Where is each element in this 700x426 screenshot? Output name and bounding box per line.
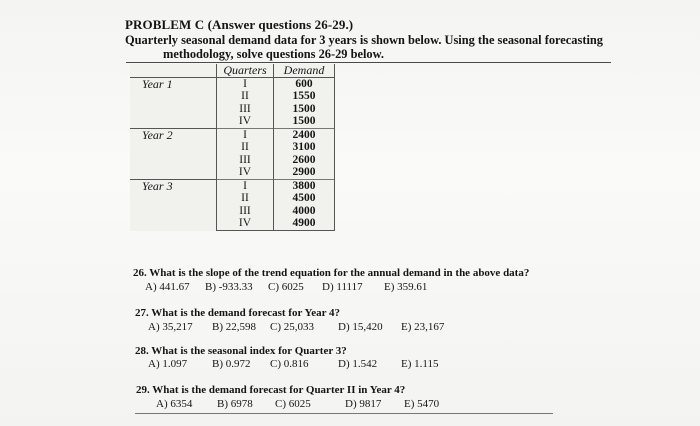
year-label: Year 3 [130, 179, 217, 230]
year-label: Year 1 [130, 77, 217, 128]
answer-option: E) 1.115 [401, 358, 439, 370]
quarter-cell: I [217, 128, 274, 141]
answer-option: C) 6025 [268, 281, 304, 293]
table-body [130, 77, 335, 230]
demand-cell: 2600 [274, 154, 335, 167]
table-row [130, 179, 335, 192]
quarter-cell: IV [217, 217, 274, 230]
question-text: 26. What is the slope of the trend equation for the annual demand in the above data? [133, 267, 530, 279]
demand-cell: 2400 [274, 128, 335, 141]
answer-option: C) 0.816 [270, 358, 309, 370]
quarter-cell: I [217, 77, 274, 90]
answer-option: E) 23,167 [401, 321, 445, 333]
answer-option: D) 1.542 [338, 358, 378, 370]
demand-cell: 4500 [274, 192, 335, 205]
quarter-cell: II [217, 192, 274, 205]
quarter-cell: I [217, 179, 274, 192]
answer-option: A) 6354 [156, 398, 193, 410]
demand-cell: 1500 [274, 103, 335, 116]
answer-option: D) 9817 [345, 398, 382, 410]
bottom-rule [135, 413, 553, 414]
demand-cell: 4900 [274, 217, 335, 230]
quarter-cell: II [217, 141, 274, 154]
answer-option: D) 11117 [322, 281, 363, 293]
demand-cell: 3800 [274, 179, 335, 192]
year-label: Year 2 [130, 128, 217, 179]
problem-intro-line-2: methodology, solve questions 26-29 below. [163, 47, 384, 61]
problem-intro-line-1: Quarterly seasonal demand data for 3 years is shown below. Using the seasonal forecasting [125, 33, 603, 47]
answer-option: A) 35,217 [148, 321, 193, 333]
question-text: 28. What is the seasonal index for Quarter 3? [135, 345, 347, 357]
header-rule [126, 62, 611, 63]
answer-option: B) -933.33 [205, 281, 253, 293]
answer-option: C) 25,033 [270, 321, 314, 333]
quarter-cell: IV [217, 115, 274, 128]
answer-option: A) 441.67 [145, 281, 190, 293]
demand-cell: 4000 [274, 205, 335, 218]
table-row [130, 128, 335, 141]
demand-table [130, 64, 335, 231]
question-text: 29. What is the demand forecast for Quarter II in Year 4? [136, 384, 406, 396]
problem-title: PROBLEM C (Answer questions 26-29.) [125, 17, 354, 32]
answer-option: E) 5470 [404, 398, 440, 410]
demand-cell: 1500 [274, 115, 335, 128]
quarter-cell: II [217, 90, 274, 103]
question-text: 27. What is the demand forecast for Year 4? [135, 307, 341, 319]
answer-option: B) 6978 [217, 398, 253, 410]
answer-option: E) 359.61 [384, 281, 428, 293]
quarter-cell: III [217, 154, 274, 167]
quarter-cell: IV [217, 166, 274, 179]
table-row [130, 77, 335, 90]
answer-option: A) 1.097 [148, 358, 188, 370]
quarters-header: Quarters [217, 64, 274, 77]
table-header-row [130, 64, 335, 77]
answer-option: B) 22,598 [212, 321, 256, 333]
demand-cell: 3100 [274, 141, 335, 154]
quarter-cell: III [217, 205, 274, 218]
demand-cell: 2900 [274, 166, 335, 179]
demand-cell: 1550 [274, 90, 335, 103]
answer-option: C) 6025 [275, 398, 311, 410]
quarter-cell: III [217, 103, 274, 116]
answer-option: B) 0.972 [212, 358, 251, 370]
demand-header: Demand [274, 64, 335, 77]
demand-cell: 600 [274, 77, 335, 90]
answer-option: D) 15,420 [338, 321, 383, 333]
